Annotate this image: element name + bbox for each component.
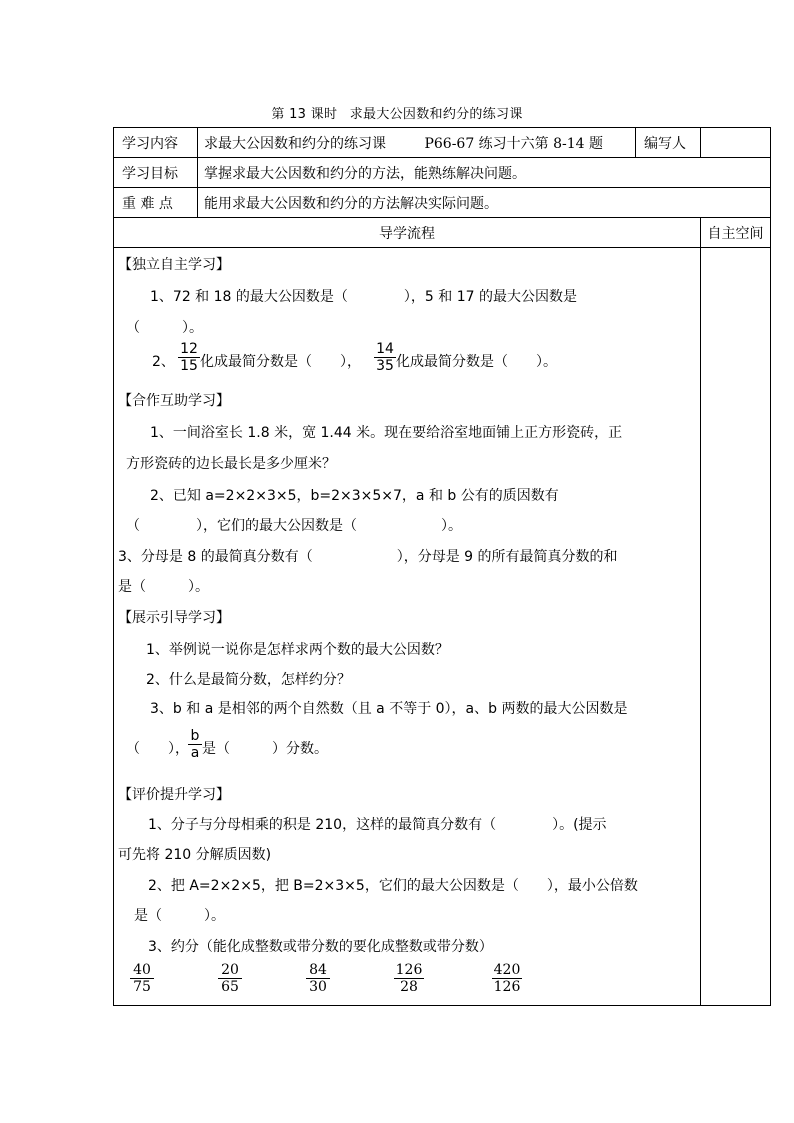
s4-q1-line2: 可先将 210 分解质因数): [118, 847, 272, 863]
s3-q2: 2、什么是最简分数，怎样约分？: [146, 672, 351, 688]
fraction-denominator: 30: [309, 979, 327, 995]
s3-q3-pre: （ ），: [126, 741, 189, 757]
s1-q1-line2: （ ）。: [126, 320, 203, 336]
s1-q2-prefix: 2、: [152, 354, 175, 370]
s4-q2-line2: 是（ ）。: [134, 908, 225, 924]
flow-label: 导学流程: [114, 218, 701, 248]
s4-q1-line1: 1、分子与分母相乘的积是 210，这样的最简真分数有（ ）。(提示: [148, 817, 607, 833]
content-pages: P66-67 练习十六第 8-14 题: [424, 135, 604, 152]
fraction-numerator: 84: [309, 962, 327, 978]
fraction-denominator: 35: [376, 358, 394, 374]
s4-fraction-2: [218, 962, 242, 995]
s4-fraction-3: [306, 962, 330, 995]
s2-q3-line1: 3、分母是 8 的最简真分数有（ ），分母是 9 的所有最简真分数的和: [118, 549, 618, 565]
fraction-numerator: 40: [133, 962, 151, 978]
section-heading-display: 【展示引导学习】: [118, 610, 230, 626]
section-heading-evaluation: 【评价提升学习】: [118, 787, 230, 803]
s4-fraction-1: [130, 962, 154, 995]
page-title: [0, 103, 794, 122]
goal-label: 学习目标: [114, 158, 198, 188]
s1-q2-fraction-1: [178, 341, 200, 374]
s4-q3: 3、约分（能化成整数或带分数的要化成整数或带分数）: [148, 939, 493, 955]
s1-q2-end: 化成最简分数是（ ）。: [396, 354, 557, 370]
fraction-numerator: 126: [395, 962, 423, 978]
key-label: 重 难 点: [114, 188, 198, 218]
s4-q2-line1: 2、把 A=2×2×5，把 B=2×3×5，它们的最大公因数是（ ），最小公倍数: [148, 878, 638, 894]
fraction-denominator: 15: [180, 358, 198, 374]
fraction-denominator: 126: [493, 979, 521, 995]
content-value: 求最大公因数和约分的练习课: [204, 135, 386, 152]
fraction-denominator: 75: [133, 979, 151, 995]
fraction-numerator: 20: [221, 962, 239, 978]
s4-fraction-4: [394, 962, 424, 995]
fraction-denominator: 65: [221, 979, 239, 995]
s2-q2-line2: （ ），它们的最大公因数是（ ）。: [126, 518, 462, 534]
s3-q3-line1: 3、b 和 a 是相邻的两个自然数（且 a 不等于 0），a、b 两数的最大公因数是: [150, 701, 628, 717]
fraction-numerator: 14: [376, 341, 394, 357]
key-value: 能用求最大公因数和约分的方法解决实际问题。: [198, 188, 771, 218]
s1-q1-line1: 1、72 和 18 的最大公因数是（ ），5 和 17 的最大公因数是: [150, 289, 577, 305]
fraction-numerator: b: [190, 728, 200, 744]
flow-body: [114, 248, 701, 1006]
lesson-table: [113, 127, 771, 1006]
content-cell: [198, 128, 636, 158]
lesson-number: 第 13 课时: [271, 107, 338, 122]
section-heading-cooperative: 【合作互助学习】: [118, 393, 230, 409]
author-value: [701, 128, 771, 158]
fraction-denominator: 28: [400, 979, 418, 995]
s3-q3-fraction: [188, 728, 202, 761]
fraction-numerator: 12: [180, 341, 198, 357]
s1-q2-middle: 化成最简分数是（ ），: [200, 354, 361, 370]
lesson-topic: 求最大公因数和约分的练习课: [349, 107, 523, 122]
self-space-column: [701, 248, 771, 1006]
s3-q3-post: 是（ ）分数。: [202, 741, 328, 757]
content-label: 学习内容: [114, 128, 198, 158]
section-heading-independent: 【独立自主学习】: [118, 257, 230, 273]
s4-fraction-5: [492, 962, 522, 995]
space-label: 自主空间: [701, 218, 771, 248]
s2-q1-line2: 方形瓷砖的边长最长是多少厘米？: [126, 456, 336, 472]
fraction-numerator: 420: [493, 962, 521, 978]
fraction-denominator: a: [190, 745, 200, 761]
s2-q1-line1: 1、一间浴室长 1.8 米，宽 1.44 米。现在要给浴室地面铺上正方形瓷砖，正: [150, 425, 623, 441]
author-label: 编写人: [636, 128, 701, 158]
s1-q2-fraction-2: [374, 341, 396, 374]
s2-q2-line1: 2、已知 a=2×2×3×5，b=2×3×5×7，a 和 b 公有的质因数有: [150, 488, 559, 504]
s3-q1: 1、举例说一说你是怎样求两个数的最大公因数？: [146, 642, 449, 658]
s2-q3-line2: 是（ ）。: [118, 579, 209, 595]
goal-value: 掌握求最大公因数和约分的方法，能熟练解决问题。: [198, 158, 771, 188]
